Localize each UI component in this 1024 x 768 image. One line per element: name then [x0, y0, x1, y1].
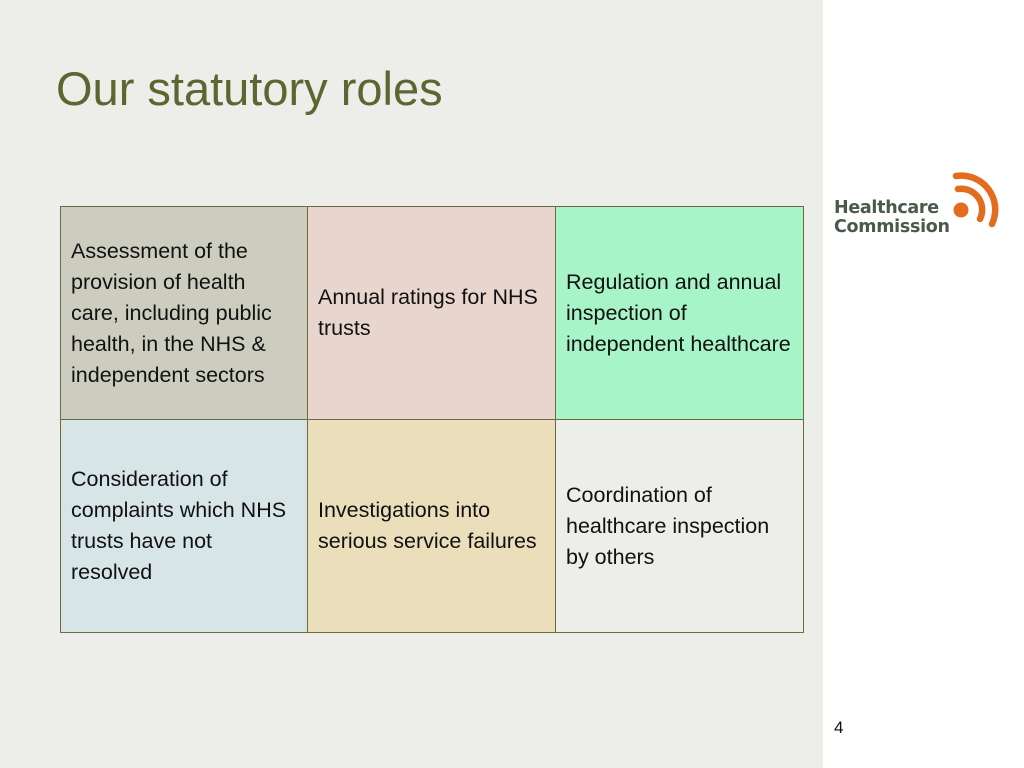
broadcast-signal-icon — [942, 172, 1002, 238]
page-number: 4 — [834, 718, 844, 737]
role-cell-complaints: Consideration of complaints which NHS trusts have not resolved — [61, 420, 308, 633]
healthcare-commission-logo — [832, 172, 1002, 242]
role-cell-regulation: Regulation and annual inspection of independent healthcare — [556, 207, 804, 420]
role-cell-coordination: Coordination of healthcare inspection by others — [556, 420, 804, 633]
logo-line-commission: Commission — [834, 217, 950, 237]
table-row — [61, 207, 804, 420]
side-panel — [823, 0, 1024, 768]
table-row — [61, 420, 804, 633]
roles-table — [60, 206, 804, 633]
role-cell-assessment: Assessment of the provision of health care, including public health, in the NHS & independent sectors — [61, 207, 308, 420]
logo-wordmark — [834, 199, 950, 237]
role-cell-annual-ratings: Annual ratings for NHS trusts — [308, 207, 556, 420]
slide-title: Our statutory roles — [56, 62, 443, 115]
role-cell-investigations: Investigations into serious service failures — [308, 420, 556, 633]
logo-line-healthcare: Healthcare — [834, 198, 939, 218]
